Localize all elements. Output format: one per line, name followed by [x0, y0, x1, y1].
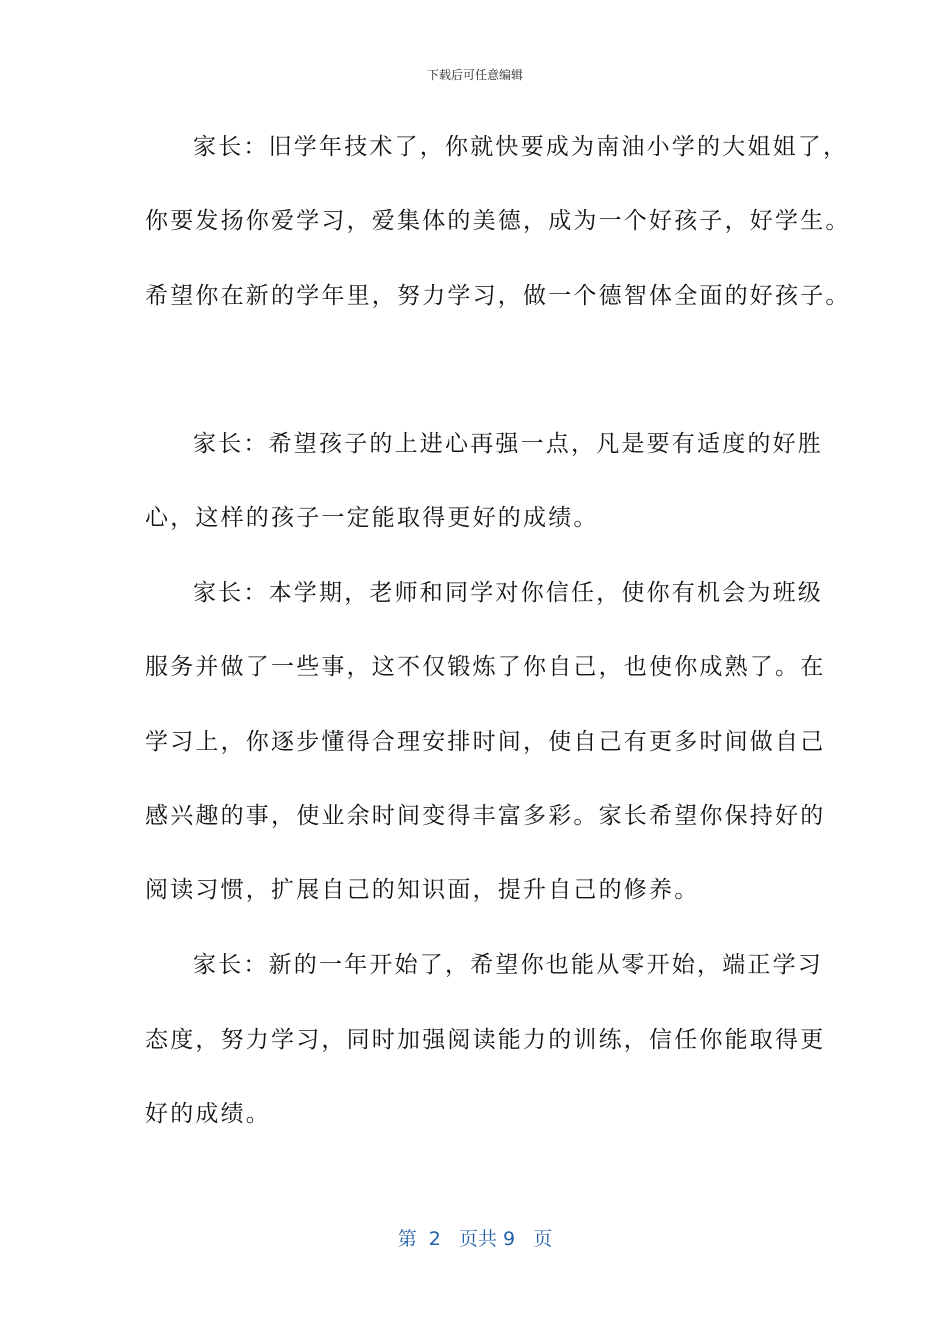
- page-header: 下载后可任意编辑: [426, 68, 523, 82]
- paragraph-line: 服务并做了一些事，这不仅锻炼了你自己，也使你成熟了。在: [145, 654, 826, 680]
- paragraph-line: 你要发扬你爱学习，爱集体的美德，成为一个好孩子，好学生。: [145, 208, 851, 234]
- paragraph-line: 学习上，你逐步懂得合理安排时间，使自己有更多时间做自己: [145, 729, 826, 755]
- page-number-footer: 第 2 页共 9 页: [397, 1228, 553, 1250]
- paragraph-line: 好的成绩。: [145, 1101, 271, 1127]
- paragraph-line: 阅读习惯，扩展自己的知识面，提升自己的修养。: [145, 877, 700, 903]
- paragraph-line: 家长：希望孩子的上进心再强一点，凡是要有适度的好胜: [193, 431, 823, 457]
- paragraph-line: 希望你在新的学年里，努力学习，做一个德智体全面的好孩子。: [145, 283, 851, 309]
- paragraph-line: 家长：旧学年技术了，你就快要成为南油小学的大姐姐了，: [193, 134, 849, 160]
- paragraph-line: 态度，努力学习，同时加强阅读能力的训练，信任你能取得更: [145, 1027, 826, 1053]
- paragraph-line: 家长：本学期，老师和同学对你信任，使你有机会为班级: [193, 580, 823, 606]
- paragraph-line: 家长：新的一年开始了，希望你也能从零开始，端正学习: [193, 952, 823, 978]
- paragraph-line: 心，这样的孩子一定能取得更好的成绩。: [145, 505, 599, 531]
- paragraph-line: 感兴趣的事，使业余时间变得丰富多彩。家长希望你保持好的: [145, 803, 826, 829]
